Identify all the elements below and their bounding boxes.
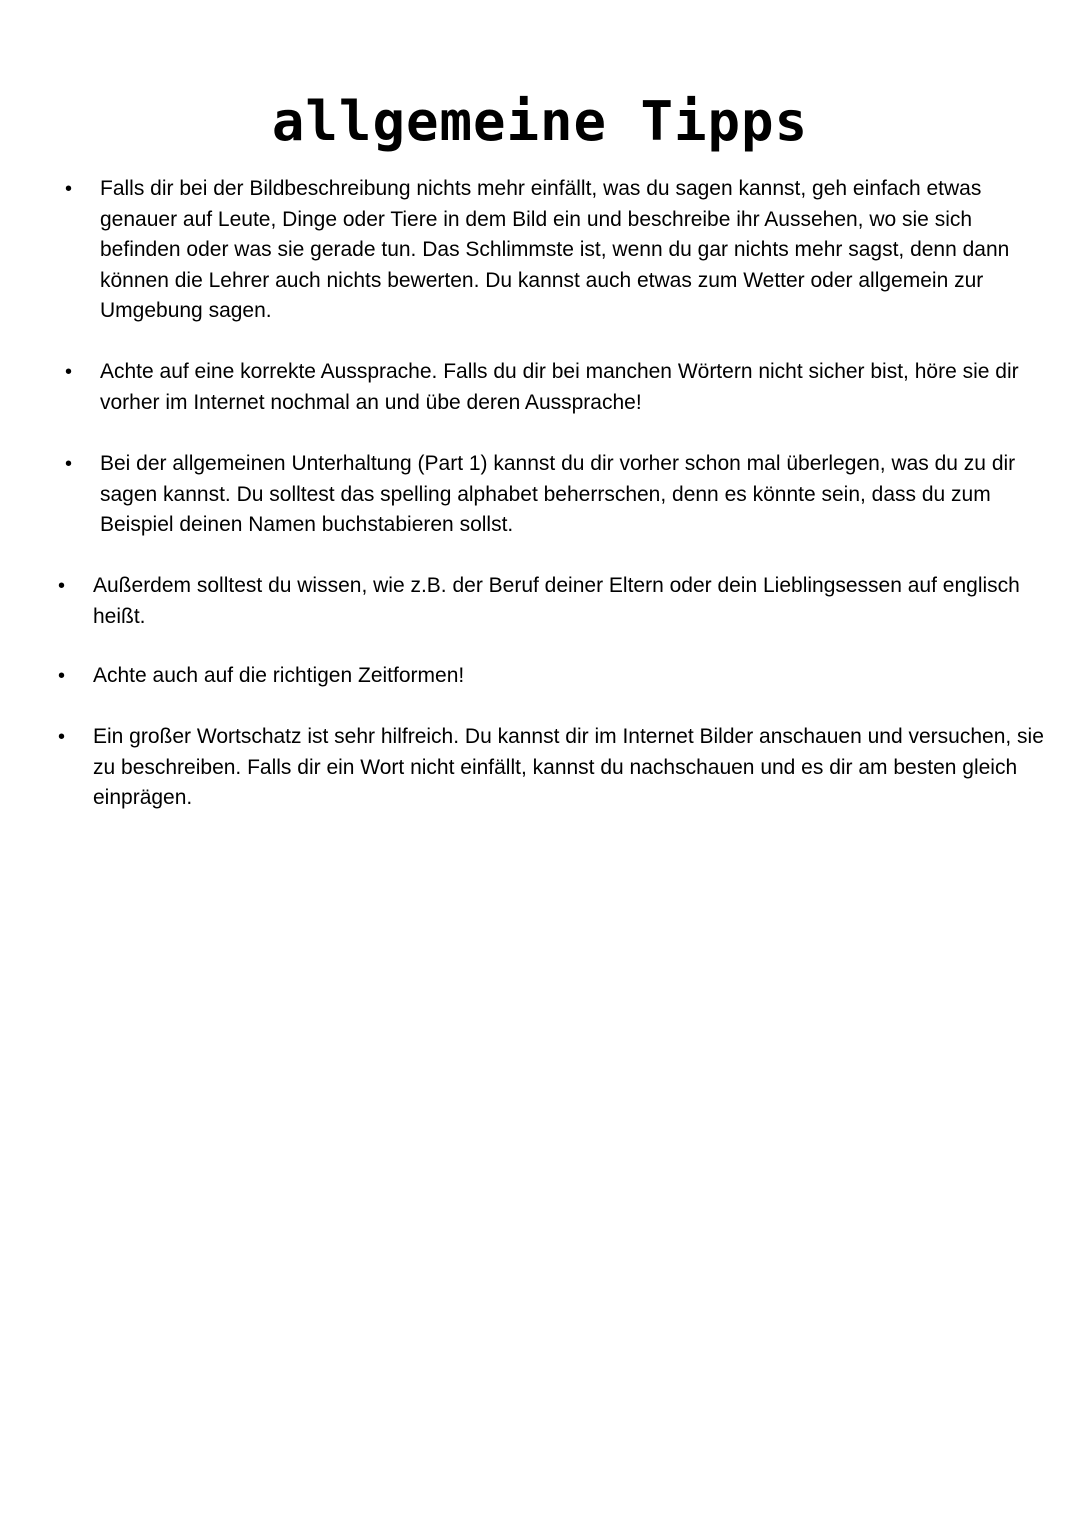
tip-text: Falls dir bei der Bildbeschreibung nichts mehr einfällt, was du sagen kannst, geh einfach etwas genauer auf Leute, Dinge oder Tiere in dem Bild ein und beschreibe ihr Aussehen, wo sie sich befinden oder was sie gerade tun. Das Schlimmste ist, wenn du gar nichts mehr sagst, denn dann können die Lehrer auch nichts bewerten. Du kannst auch etwas zum Wetter oder allgemein zur Umgebung sagen.: [100, 177, 1010, 322]
tip-item: [100, 174, 1050, 327]
tip-text: Außerdem solltest du wissen, wie z.B. der Beruf deiner Eltern oder dein Lieblingsessen auf englisch heißt.: [93, 574, 1020, 628]
bullet-icon: •: [65, 453, 73, 475]
tip-item: [93, 571, 1028, 632]
page-title: allgemeine Tipps: [271, 90, 809, 153]
bullet-icon: •: [58, 575, 66, 597]
bullet-icon: •: [58, 665, 66, 687]
bullet-icon: •: [58, 726, 66, 748]
tip-text: Bei der allgemeinen Unterhaltung (Part 1) kannst du dir vorher schon mal überlegen, was du zu dir sagen kannst. Du solltest das spelling alphabet beherrschen, denn es könnte sein, dass du zum Beispiel deinen Namen buchstabieren sollst.: [100, 452, 1016, 536]
tip-item: [100, 357, 1020, 418]
tip-text: Ein großer Wortschatz ist sehr hilfreich. Du kannst dir im Internet Bilder anschauen und versuchen, sie zu beschreiben. Falls dir ein Wort nicht einfällt, kannst du nachschauen und es dir am besten gleich einprägen.: [93, 725, 1044, 809]
tip-item: [93, 722, 1048, 814]
tip-text: Achte auf eine korrekte Aussprache. Falls du dir bei manchen Wörtern nicht sicher bist, höre sie dir vorher im Internet nochmal an und übe deren Aussprache!: [100, 360, 1019, 414]
tip-text: Achte auch auf die richtigen Zeitformen!: [93, 664, 465, 687]
bullet-icon: •: [65, 178, 73, 200]
tip-item: [93, 661, 1028, 692]
bullet-icon: •: [65, 361, 73, 383]
tip-item: [100, 449, 1050, 541]
